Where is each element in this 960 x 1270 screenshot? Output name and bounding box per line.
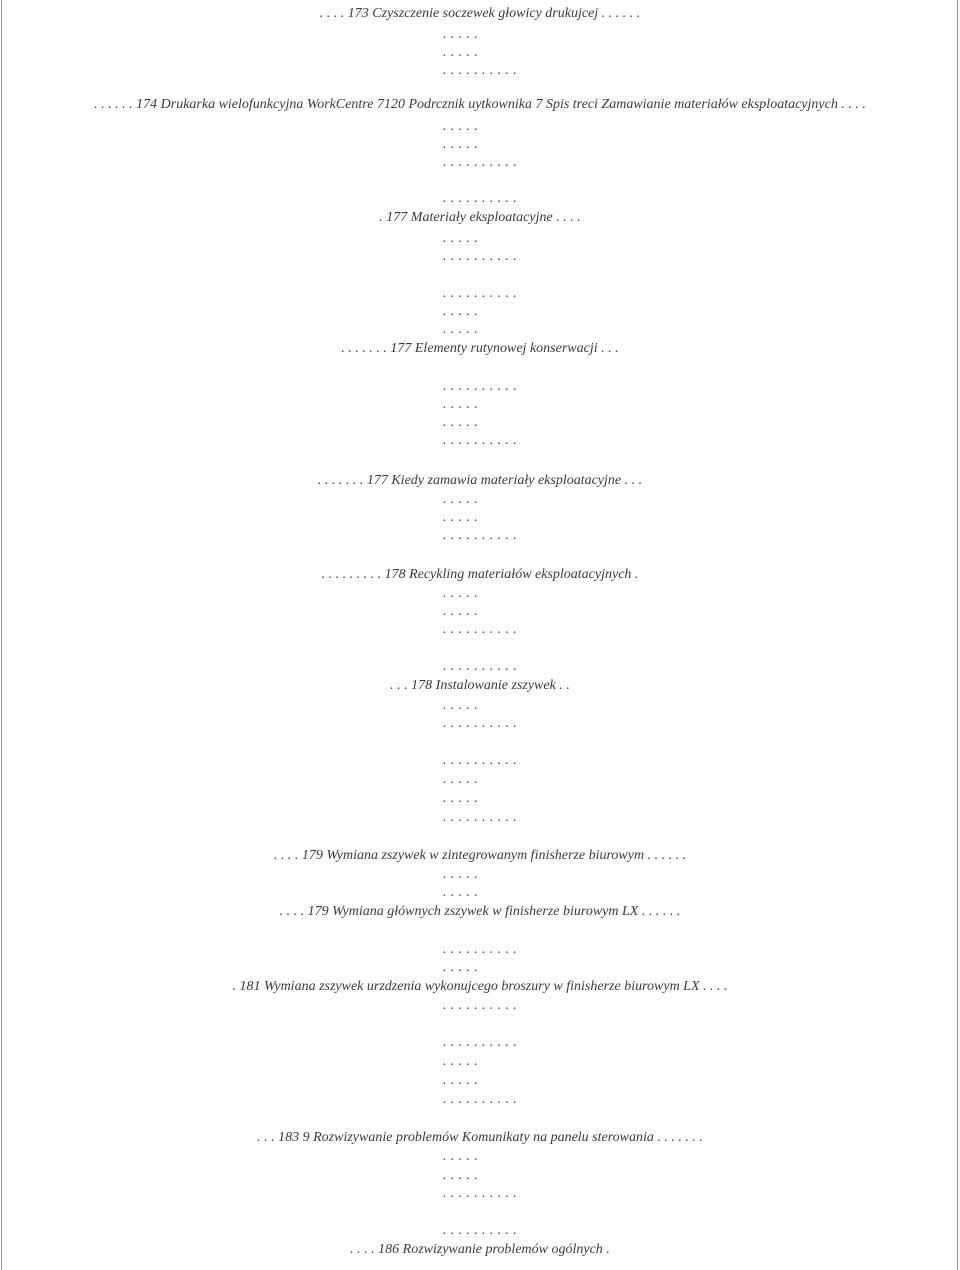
toc-entry-elementy-rutynowej-konserwacji: . . . . . . . 177 Elementy rutynowej konserwacji . . .: [341, 341, 619, 356]
toc-entry-wymiana-glownych-zszywek: . . . . 179 Wymiana głównych zszywek w finisherze biurowym LX . . . . . .: [279, 904, 681, 919]
toc-entry-rozwiazywanie-problemow-ogolnych: . . . . 186 Rozwizywanie problemów ogólnych .: [350, 1242, 610, 1257]
dot-leader: . . . . .: [443, 322, 479, 337]
dot-leader: . . . . . . . . . .: [443, 286, 518, 301]
dot-leader: . . . . . . . . . .: [443, 810, 518, 825]
toc-entry-instalowanie-zszywek: . . . 178 Instalowanie zszywek . .: [390, 678, 570, 693]
dot-leader: . . . . .: [443, 492, 479, 507]
dot-leader: . . . . . . . . . .: [443, 249, 518, 264]
toc-entry-wymiana-zszywek-broszury: . 181 Wymiana zszywek urzdzenia wykonujcego broszury w finisherze biurowym LX . . . .: [232, 979, 728, 994]
dot-leader: . . . . . . . . . .: [443, 155, 518, 170]
dot-leader: . . . . . . . . . .: [443, 433, 518, 448]
dot-leader: . . . . . . . . . .: [443, 1186, 518, 1201]
toc-entry-recykling-materialow: . . . . . . . . . 178 Recykling materiałów eksploatacyjnych .: [321, 567, 639, 582]
dot-leader: . . . . .: [443, 510, 479, 525]
dot-leader: . . . . .: [443, 27, 479, 42]
toc-entry-czyszczenie-soczewek: . . . . 173 Czyszczenie soczewek głowicy drukujcej . . . . . .: [319, 6, 641, 21]
dot-leader: . . . . .: [443, 791, 479, 806]
dot-leader: . . . . .: [443, 397, 479, 412]
dot-leader: . . . . . . . . . .: [443, 379, 518, 394]
dot-leader: . . . . .: [443, 698, 479, 713]
toc-entry-komunikaty-panelu-sterowania: . . . 183 9 Rozwizywanie problemów Komunikaty na panelu sterowania . . . . . . .: [257, 1130, 703, 1145]
page-border-right: [957, 0, 958, 1270]
dot-leader: . . . . . . . . . .: [443, 753, 518, 768]
dot-leader: . . . . .: [443, 604, 479, 619]
dot-leader: . . . . . . . . . .: [443, 998, 518, 1013]
dot-leader: . . . . .: [443, 772, 479, 787]
dot-leader: . . . . . . . . . .: [443, 622, 518, 637]
dot-leader: . . . . .: [443, 867, 479, 882]
dot-leader: . . . . . . . . . .: [443, 942, 518, 957]
toc-entry-wymiana-zszywek-zintegrowany: . . . . 179 Wymiana zszywek w zintegrowanym finisherze biurowym . . . . . .: [273, 848, 687, 863]
dot-leader: . . . . .: [443, 1168, 479, 1183]
dot-leader: . . . . . . . . . .: [443, 191, 518, 206]
dot-leader: . . . . .: [443, 1073, 479, 1088]
dot-leader: . . . . . . . . . .: [443, 1035, 518, 1050]
dot-leader: . . . . . . . . . .: [443, 716, 518, 731]
dot-leader: . . . . . . . . . .: [443, 1223, 518, 1238]
toc-entry-kiedy-zamawia: . . . . . . . 177 Kiedy zamawia materiały eksploatacyjne . . .: [317, 473, 643, 488]
dot-leader: . . . . . . . . . .: [443, 1092, 518, 1107]
toc-entry-zamawianie-materialow: . . . . . . 174 Drukarka wielofunkcyjna WorkCentre 7120 Podrcznik uytkownika 7 Spis treci Zamawianie materiałów eksploatacyjnych . . . .: [94, 97, 866, 112]
dot-leader: . . . . . . . . . .: [443, 528, 518, 543]
dot-leader: . . . . .: [443, 586, 479, 601]
toc-entry-materialy-eksploatacyjne: . 177 Materiały eksploatacyjne . . . .: [379, 210, 581, 225]
dot-leader: . . . . .: [443, 415, 479, 430]
dot-leader: . . . . . . . . . .: [443, 659, 518, 674]
dot-leader: . . . . .: [443, 960, 479, 975]
dot-leader: . . . . .: [443, 137, 479, 152]
dot-leader: . . . . .: [443, 1149, 479, 1164]
dot-leader: . . . . .: [443, 231, 479, 246]
dot-leader: . . . . .: [443, 1054, 479, 1069]
dot-leader: . . . . .: [443, 885, 479, 900]
dot-leader: . . . . . . . . . .: [443, 63, 518, 78]
page-border-left: [1, 0, 2, 1270]
dot-leader: . . . . .: [443, 45, 479, 60]
dot-leader: . . . . .: [443, 119, 479, 134]
dot-leader: . . . . .: [443, 304, 479, 319]
